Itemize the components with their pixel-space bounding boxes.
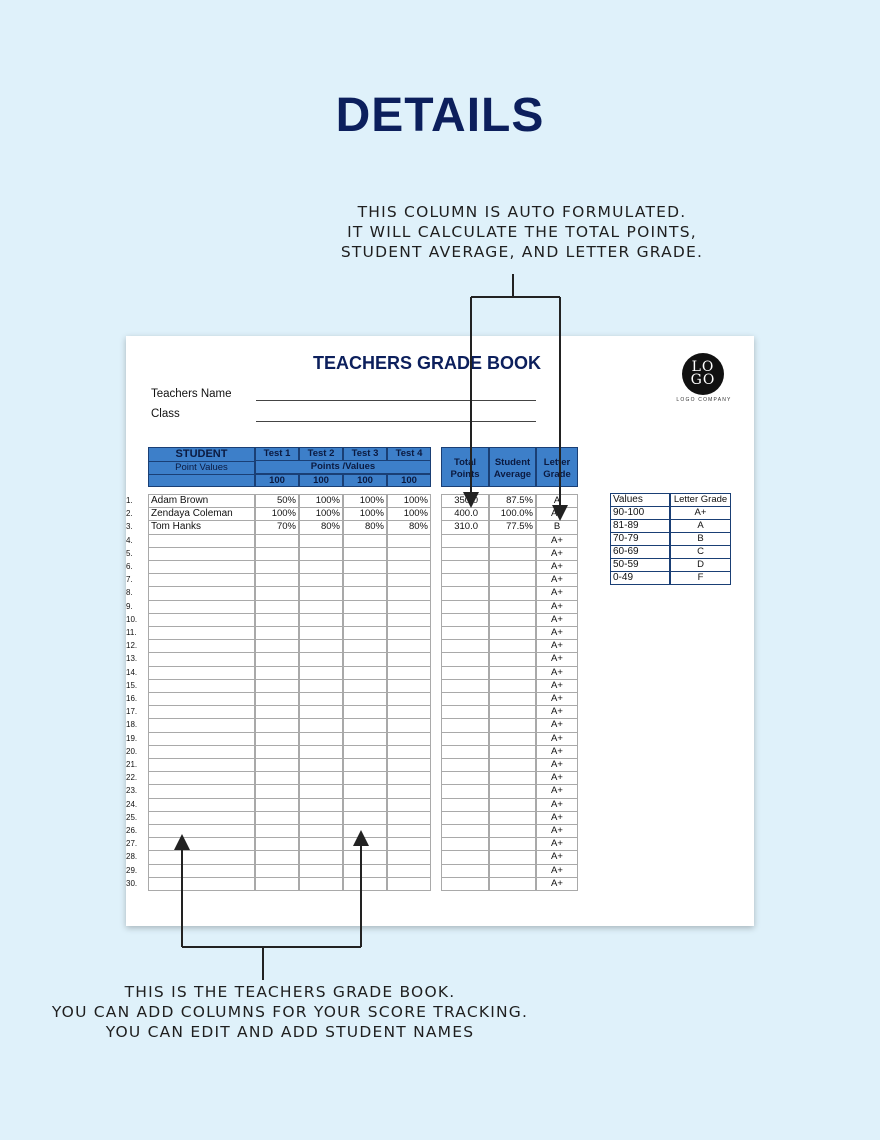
score-cell[interactable]: 100%: [255, 507, 299, 521]
letter-grade-cell: A+: [536, 666, 578, 680]
letter-grade-cell: A+: [536, 798, 578, 812]
letter-grade-cell: A+: [536, 877, 578, 891]
score-cell[interactable]: 100%: [299, 494, 343, 508]
score-cell[interactable]: 80%: [343, 520, 387, 534]
row-number: 24.: [126, 799, 138, 809]
row-number: 20.: [126, 746, 138, 756]
score-cell[interactable]: 50%: [255, 494, 299, 508]
row-number: 21.: [126, 760, 138, 769]
row-number: 8.: [126, 588, 133, 598]
scale-grade: A+: [670, 506, 731, 520]
student-name-cell[interactable]: Adam Brown: [148, 494, 255, 508]
scale-grade: C: [670, 545, 731, 559]
score-cell[interactable]: 100%: [299, 507, 343, 521]
row-number: 15.: [126, 680, 138, 690]
logo-icon: LO GO: [682, 353, 724, 395]
total-points-cell: 350.0: [441, 494, 489, 508]
student-average-cell: 77.5%: [489, 520, 536, 534]
row-number: 9.: [126, 601, 133, 611]
letter-grade-cell: A+: [536, 560, 578, 574]
row-number: 3.: [126, 522, 133, 532]
letter-grade-cell: A+: [536, 534, 578, 548]
letter-grade-cell: A+: [536, 850, 578, 864]
letter-grade-cell: A+: [536, 573, 578, 587]
page-heading: DETAILS: [335, 89, 545, 142]
row-number: 29.: [126, 865, 138, 875]
row-number: 5.: [126, 548, 133, 558]
total-points-header: Total Points: [441, 447, 489, 487]
scale-range: 60-69: [610, 545, 670, 559]
letter-grade-cell: A+: [536, 600, 578, 614]
row-number: 6.: [126, 562, 133, 571]
row-number: 18.: [126, 720, 138, 730]
point-value: 100: [299, 474, 343, 487]
score-cell[interactable]: 100%: [343, 507, 387, 521]
letter-grade-header: Letter Grade: [536, 447, 578, 487]
note-line: THIS IS THE TEACHERS GRADE BOOK.: [124, 983, 456, 1001]
scale-grade: A: [670, 519, 731, 533]
letter-grade-cell: A+: [536, 837, 578, 851]
point-value: 100: [255, 474, 299, 487]
point-value: 100: [343, 474, 387, 487]
row-number: 17.: [126, 707, 138, 717]
scale-grade: D: [670, 558, 731, 572]
total-points-cell: 400.0: [441, 507, 489, 521]
letter-grade-cell: A+: [536, 692, 578, 706]
letter-grade-cell: A+: [536, 771, 578, 785]
test-header: Test 2: [299, 447, 343, 461]
letter-grade-cell: A+: [536, 613, 578, 627]
row-number: 27.: [126, 839, 138, 849]
note-line: YOU CAN EDIT AND ADD STUDENT NAMES: [105, 1023, 475, 1041]
letter-grade-cell: A+: [536, 811, 578, 825]
row-number: 22.: [126, 773, 138, 783]
scale-header: Letter Grade: [670, 493, 731, 507]
note-line: IT WILL CALCULATE THE TOTAL POINTS,: [347, 223, 697, 241]
teachers-name-label: Teachers Name: [151, 388, 232, 400]
row-number: 12.: [126, 641, 138, 651]
test-header: Test 3: [343, 447, 387, 461]
scale-grade: F: [670, 571, 731, 585]
scale-range: 81-89: [610, 519, 670, 533]
row-number: 30.: [126, 878, 138, 888]
scale-range: 90-100: [610, 506, 670, 520]
sheet-title: TEACHERS GRADE BOOK: [312, 353, 541, 373]
score-cell[interactable]: 80%: [299, 520, 343, 534]
point-values-label: Point Values: [148, 461, 255, 475]
letter-grade-cell: A+: [536, 864, 578, 878]
letter-grade-cell: A+: [536, 652, 578, 666]
letter-grade-cell: A+: [536, 639, 578, 653]
row-number: 13.: [126, 654, 138, 664]
row-number: 7.: [126, 575, 133, 585]
row-number: 25.: [126, 812, 138, 822]
student-average-header: Student Average: [489, 447, 536, 487]
letter-grade-cell: A+: [536, 732, 578, 746]
total-points-cell: 310.0: [441, 520, 489, 534]
row-number: 2.: [126, 509, 133, 519]
scale-grade: B: [670, 532, 731, 546]
letter-grade-cell: A+: [536, 784, 578, 798]
letter-grade-cell: A+: [536, 705, 578, 719]
row-number: 26.: [126, 826, 138, 835]
class-label: Class: [151, 408, 180, 420]
test-header: Test 1: [255, 447, 299, 461]
student-name-cell[interactable]: Tom Hanks: [148, 520, 255, 534]
score-cell[interactable]: 70%: [255, 520, 299, 534]
student-header: STUDENT: [148, 447, 255, 462]
scale-header: Values: [610, 493, 670, 507]
letter-grade-cell: A+: [536, 718, 578, 732]
student-name-cell[interactable]: Zendaya Coleman: [148, 507, 255, 521]
points-values-header: Points /Values: [255, 460, 431, 474]
student-average-cell: 100.0%: [489, 507, 536, 521]
letter-grade-cell: A+: [536, 824, 578, 838]
letter-grade-cell: A+: [536, 547, 578, 561]
row-number: 10.: [126, 614, 138, 624]
note-line: YOU CAN ADD COLUMNS FOR YOUR SCORE TRACKING.: [51, 1003, 529, 1021]
row-number: 4.: [126, 535, 133, 545]
row-number: 16.: [126, 694, 138, 703]
row-number: 1.: [126, 496, 133, 505]
letter-grade-cell: A+: [536, 758, 578, 772]
scale-range: 0-49: [610, 571, 670, 585]
scale-range: 70-79: [610, 532, 670, 546]
letter-grade-cell: A+: [536, 586, 578, 600]
note-line: STUDENT AVERAGE, AND LETTER GRADE.: [340, 243, 704, 261]
letter-grade-cell: A+: [536, 507, 578, 521]
score-cell[interactable]: 100%: [387, 507, 431, 521]
note-line: THIS COLUMN IS AUTO FORMULATED.: [357, 203, 687, 221]
letter-grade-cell: A+: [536, 679, 578, 693]
row-number: 28.: [126, 852, 138, 862]
point-value: 100: [387, 474, 431, 487]
row-number: 14.: [126, 667, 138, 677]
letter-grade-cell: B: [536, 520, 578, 534]
letter-grade-cell: A+: [536, 626, 578, 640]
test-header: Test 4: [387, 447, 431, 461]
student-average-cell: 87.5%: [489, 494, 536, 508]
letter-grade-cell: A: [536, 494, 578, 508]
letter-grade-cell: A+: [536, 745, 578, 759]
row-number: 23.: [126, 786, 138, 796]
score-cell[interactable]: 80%: [387, 520, 431, 534]
logo-company-text: LOGO COMPANY: [676, 397, 732, 403]
score-cell[interactable]: 100%: [343, 494, 387, 508]
scale-range: 50-59: [610, 558, 670, 572]
row-number: 19.: [126, 733, 138, 743]
row-number: 11.: [126, 628, 137, 637]
score-cell[interactable]: 100%: [387, 494, 431, 508]
